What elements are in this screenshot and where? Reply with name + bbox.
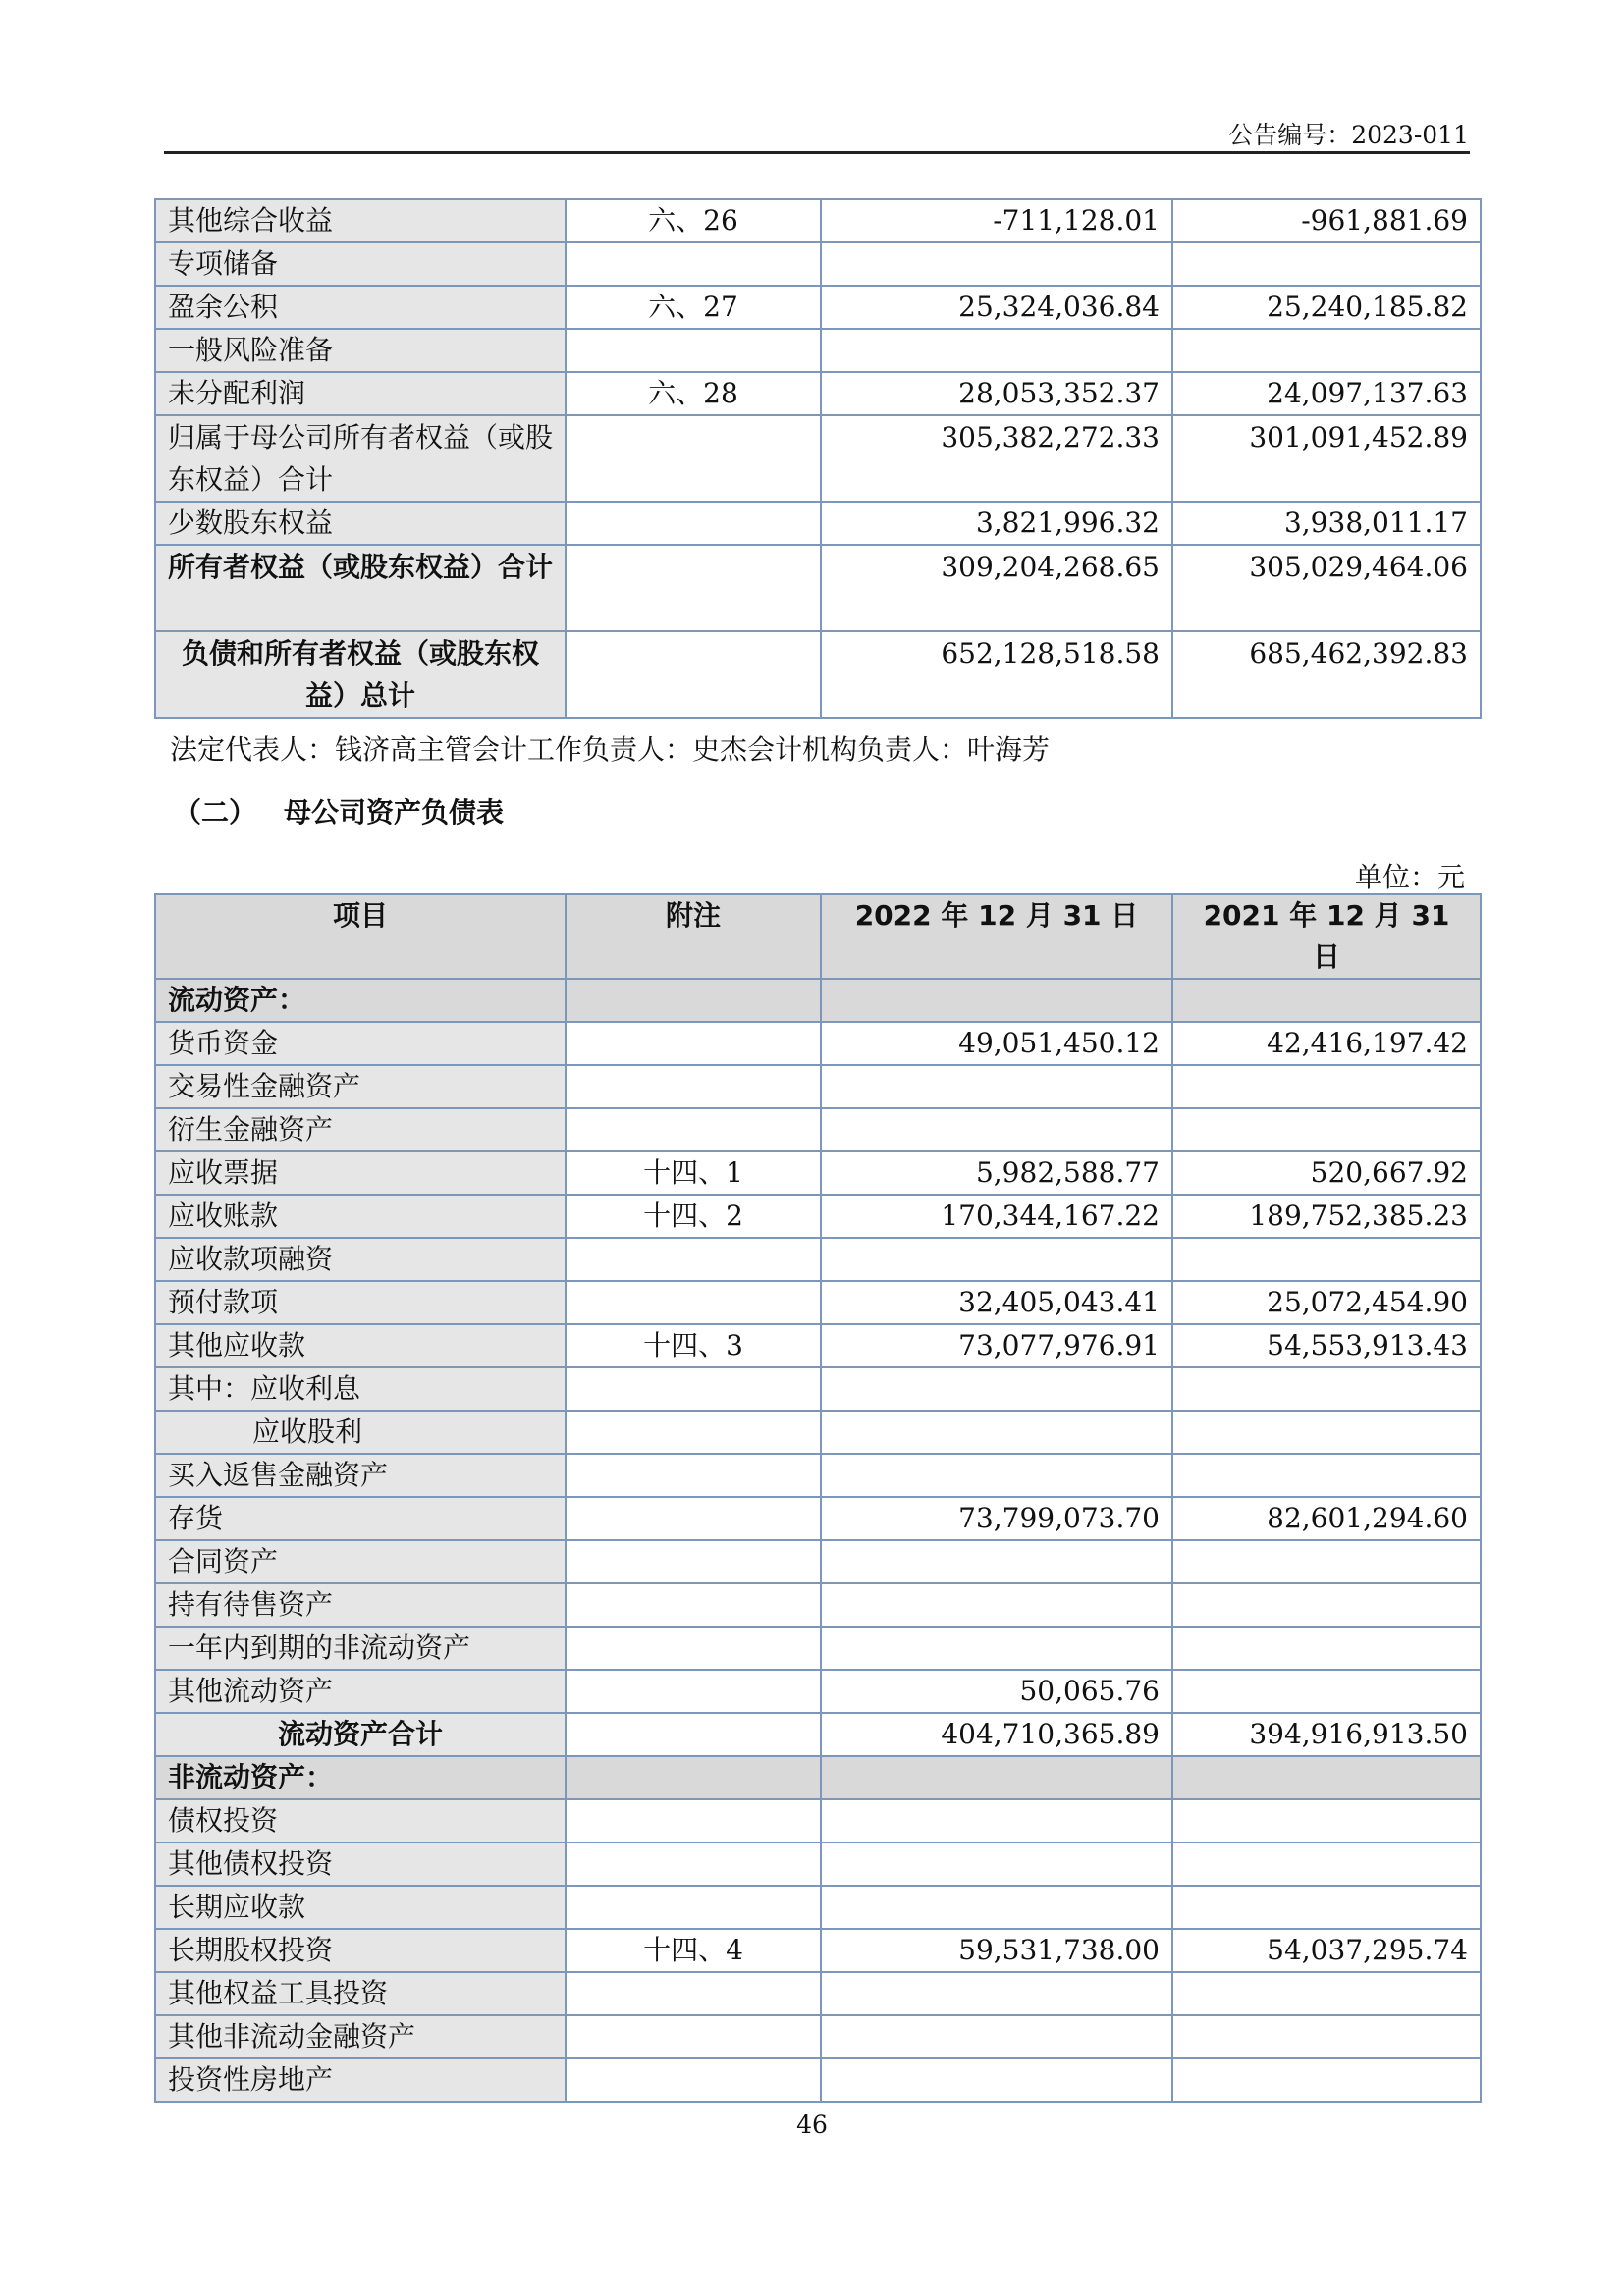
table-row [155, 2058, 1481, 2102]
row-current: 170,344,167.22 [821, 1195, 1172, 1238]
row-current: 73,799,073.70 [821, 1497, 1172, 1540]
row-note [566, 1238, 821, 1281]
row-previous [1172, 1065, 1481, 1108]
row-item: 长期应收款 [155, 1886, 566, 1929]
row-previous: 24,097,137.63 [1172, 372, 1481, 415]
signature-line: 法定代表人：钱济高主管会计工作负责人：史杰会计机构负责人：叶海芳 [170, 733, 1051, 766]
row-item: 长期股权投资 [155, 1929, 566, 1972]
row-item: 其他流动资产 [155, 1670, 566, 1713]
row-item: 流动资产： [155, 979, 566, 1022]
table-row [155, 502, 1481, 545]
row-current: 25,324,036.84 [821, 286, 1172, 329]
table-row [155, 2015, 1481, 2058]
row-item: 衍生金融资产 [155, 1108, 566, 1151]
row-item: 买入返售金融资产 [155, 1454, 566, 1497]
row-previous [1172, 1583, 1481, 1627]
row-item: 应收股利 [155, 1411, 566, 1454]
row-note [566, 2015, 821, 2058]
row-item: 一年内到期的非流动资产 [155, 1627, 566, 1670]
table-row [155, 1886, 1481, 1929]
table-row [155, 286, 1481, 329]
unit-label: 单位：元 [1354, 861, 1465, 893]
consolidated-equity-table [154, 198, 1482, 719]
row-previous: 301,091,452.89 [1172, 415, 1481, 502]
page-number: 46 [796, 2110, 828, 2139]
table-row [155, 1281, 1481, 1324]
row-previous: 394,916,913.50 [1172, 1713, 1481, 1756]
row-previous: 25,072,454.90 [1172, 1281, 1481, 1324]
row-item: 负债和所有者权益（或股东权益）总计 [155, 631, 566, 718]
section-number: （二） [174, 796, 257, 828]
table-section-row [155, 1756, 1481, 1799]
row-current [821, 1842, 1172, 1886]
row-note [566, 1367, 821, 1411]
row-current: 3,821,996.32 [821, 502, 1172, 545]
row-current [821, 1583, 1172, 1627]
row-current [821, 1108, 1172, 1151]
row-current: 652,128,518.58 [821, 631, 1172, 718]
row-previous: -961,881.69 [1172, 199, 1481, 242]
section-title: 母公司资产负债表 [284, 796, 505, 828]
row-item: 投资性房地产 [155, 2058, 566, 2102]
row-note [566, 1756, 821, 1799]
table-row [155, 1367, 1481, 1411]
row-note: 十四、1 [566, 1151, 821, 1195]
row-current [821, 1627, 1172, 1670]
row-note [566, 329, 821, 372]
row-previous: 3,938,011.17 [1172, 502, 1481, 545]
row-item: 其他应收款 [155, 1324, 566, 1367]
row-note [566, 1540, 821, 1583]
row-current [821, 1238, 1172, 1281]
row-current [821, 1972, 1172, 2015]
row-note [566, 415, 821, 502]
row-previous: 685,462,392.83 [1172, 631, 1481, 718]
table-row [155, 1022, 1481, 1065]
header-current: 2022 年 12 月 31 日 [821, 894, 1172, 979]
row-note [566, 1972, 821, 2015]
row-item: 交易性金融资产 [155, 1065, 566, 1108]
row-previous: 82,601,294.60 [1172, 1497, 1481, 1540]
row-item: 债权投资 [155, 1799, 566, 1842]
table-row [155, 1972, 1481, 2015]
row-current [821, 979, 1172, 1022]
row-note [566, 631, 821, 718]
row-previous [1172, 1540, 1481, 1583]
row-note [566, 1497, 821, 1540]
parent-balance-sheet-table [154, 893, 1482, 2103]
header-rule [164, 151, 1470, 154]
table-row [155, 372, 1481, 415]
row-item: 持有待售资产 [155, 1583, 566, 1627]
row-previous: 54,553,913.43 [1172, 1324, 1481, 1367]
row-note [566, 1627, 821, 1670]
row-note [566, 1108, 821, 1151]
row-note [566, 979, 821, 1022]
row-item: 合同资产 [155, 1540, 566, 1583]
row-item: 流动资产合计 [155, 1713, 566, 1756]
row-item: 非流动资产： [155, 1756, 566, 1799]
table-row-total [155, 545, 1481, 631]
row-note [566, 242, 821, 286]
table-row [155, 415, 1481, 502]
row-current [821, 1367, 1172, 1411]
row-item: 其中：应收利息 [155, 1367, 566, 1411]
table-row [155, 1411, 1481, 1454]
row-previous [1172, 1108, 1481, 1151]
row-previous [1172, 1454, 1481, 1497]
row-current: 73,077,976.91 [821, 1324, 1172, 1367]
row-current [821, 1065, 1172, 1108]
table-header-row [155, 894, 1481, 979]
row-previous [1172, 1367, 1481, 1411]
row-current: -711,128.01 [821, 199, 1172, 242]
row-previous [1172, 1411, 1481, 1454]
row-current [821, 2058, 1172, 2102]
row-note [566, 1583, 821, 1627]
row-current [821, 1411, 1172, 1454]
row-previous [1172, 1799, 1481, 1842]
row-note [566, 1799, 821, 1842]
row-current [821, 1756, 1172, 1799]
row-note [566, 1454, 821, 1497]
row-item: 少数股东权益 [155, 502, 566, 545]
row-note: 十四、3 [566, 1324, 821, 1367]
row-current: 309,204,268.65 [821, 545, 1172, 631]
table-row [155, 1842, 1481, 1886]
table-row-total [155, 1713, 1481, 1756]
row-current: 305,382,272.33 [821, 415, 1172, 502]
row-previous [1172, 1972, 1481, 2015]
row-previous: 54,037,295.74 [1172, 1929, 1481, 1972]
row-note: 十四、2 [566, 1195, 821, 1238]
row-note: 六、28 [566, 372, 821, 415]
table-row [155, 1929, 1481, 1972]
row-current [821, 2015, 1172, 2058]
row-previous [1172, 2058, 1481, 2102]
row-current: 32,405,043.41 [821, 1281, 1172, 1324]
header-item: 项目 [155, 894, 566, 979]
row-item: 货币资金 [155, 1022, 566, 1065]
row-note [566, 1022, 821, 1065]
row-item: 预付款项 [155, 1281, 566, 1324]
row-item: 专项储备 [155, 242, 566, 286]
row-item: 盈余公积 [155, 286, 566, 329]
row-note [566, 1670, 821, 1713]
table-row [155, 1497, 1481, 1540]
row-current: 5,982,588.77 [821, 1151, 1172, 1195]
table-row [155, 199, 1481, 242]
row-note [566, 1281, 821, 1324]
row-item: 其他债权投资 [155, 1842, 566, 1886]
table-row [155, 1195, 1481, 1238]
row-previous [1172, 1756, 1481, 1799]
table-row [155, 1540, 1481, 1583]
row-item: 其他非流动金融资产 [155, 2015, 566, 2058]
row-previous [1172, 1886, 1481, 1929]
row-note [566, 1411, 821, 1454]
row-current [821, 1799, 1172, 1842]
announcement-number: 公告编号：2023-011 [1228, 121, 1469, 149]
row-note [566, 1842, 821, 1886]
row-previous [1172, 1238, 1481, 1281]
row-previous [1172, 2015, 1481, 2058]
table-row [155, 1324, 1481, 1367]
row-previous [1172, 329, 1481, 372]
row-item: 其他权益工具投资 [155, 1972, 566, 2015]
row-item: 应收票据 [155, 1151, 566, 1195]
row-note [566, 1065, 821, 1108]
row-previous [1172, 1627, 1481, 1670]
row-previous: 305,029,464.06 [1172, 545, 1481, 631]
row-item: 其他综合收益 [155, 199, 566, 242]
row-note [566, 2058, 821, 2102]
row-note: 六、27 [566, 286, 821, 329]
row-previous: 520,667.92 [1172, 1151, 1481, 1195]
row-item: 一般风险准备 [155, 329, 566, 372]
table-row-total [155, 631, 1481, 718]
row-current: 28,053,352.37 [821, 372, 1172, 415]
row-note [566, 545, 821, 631]
row-item: 所有者权益（或股东权益）合计 [155, 545, 566, 631]
header-note: 附注 [566, 894, 821, 979]
row-previous [1172, 1842, 1481, 1886]
row-current [821, 1454, 1172, 1497]
table-section-row [155, 979, 1481, 1022]
row-item: 应收账款 [155, 1195, 566, 1238]
table-row [155, 1670, 1481, 1713]
row-note [566, 502, 821, 545]
row-previous [1172, 242, 1481, 286]
row-item: 存货 [155, 1497, 566, 1540]
row-current: 50,065.76 [821, 1670, 1172, 1713]
row-previous: 42,416,197.42 [1172, 1022, 1481, 1065]
row-current [821, 1886, 1172, 1929]
section-heading [174, 791, 504, 830]
row-item: 未分配利润 [155, 372, 566, 415]
row-item: 归属于母公司所有者权益（或股东权益）合计 [155, 415, 566, 502]
row-current: 404,710,365.89 [821, 1713, 1172, 1756]
table-row [155, 1238, 1481, 1281]
table-row [155, 1627, 1481, 1670]
table-row [155, 329, 1481, 372]
table-row [155, 1583, 1481, 1627]
row-current: 59,531,738.00 [821, 1929, 1172, 1972]
table-row [155, 1454, 1481, 1497]
row-note [566, 1886, 821, 1929]
row-current [821, 329, 1172, 372]
table-row [155, 242, 1481, 286]
row-current [821, 1540, 1172, 1583]
row-current: 49,051,450.12 [821, 1022, 1172, 1065]
row-note: 十四、4 [566, 1929, 821, 1972]
table-row [155, 1151, 1481, 1195]
table-row [155, 1108, 1481, 1151]
row-current [821, 242, 1172, 286]
row-previous [1172, 979, 1481, 1022]
row-note [566, 1713, 821, 1756]
row-previous [1172, 1670, 1481, 1713]
header-previous: 2021 年 12 月 31 日 [1172, 894, 1481, 979]
row-previous: 189,752,385.23 [1172, 1195, 1481, 1238]
row-item: 应收款项融资 [155, 1238, 566, 1281]
row-note: 六、26 [566, 199, 821, 242]
row-previous: 25,240,185.82 [1172, 286, 1481, 329]
table-row [155, 1065, 1481, 1108]
table-row [155, 1799, 1481, 1842]
